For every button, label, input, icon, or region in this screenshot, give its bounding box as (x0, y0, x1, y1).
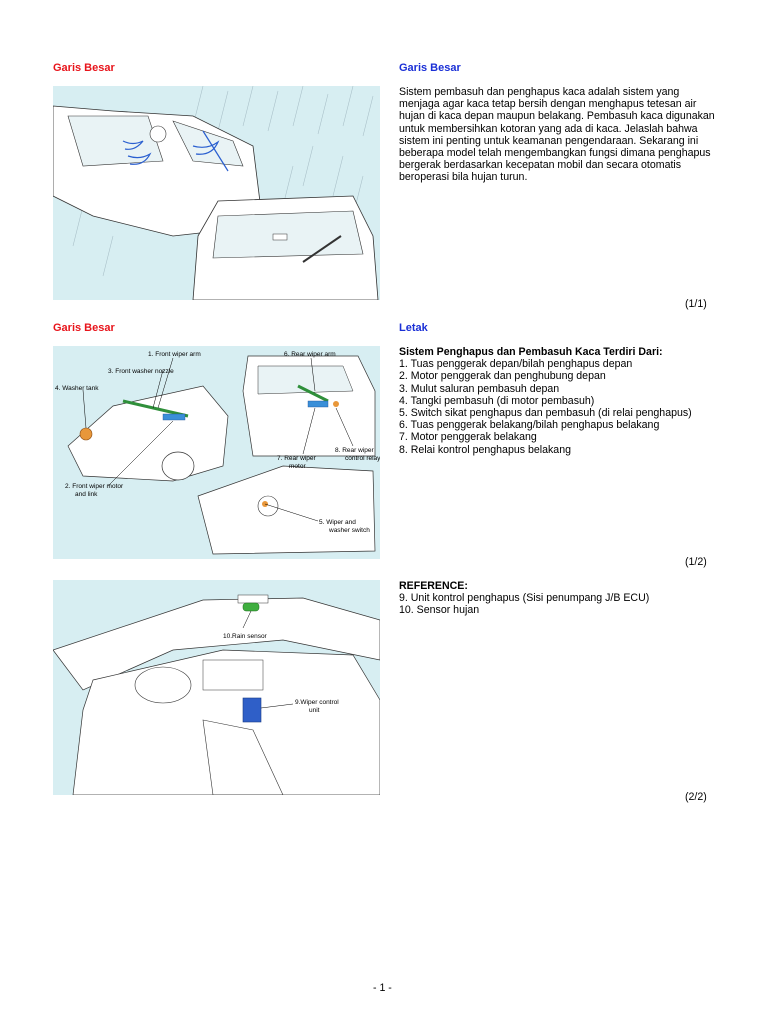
callout-wiper-washer-switch-line2: washer switch (329, 527, 370, 534)
section2-list-title: Sistem Penghapus dan Pembasuh Kaca Terdiri Dari: (399, 346, 663, 358)
list-item: 7. Motor penggerak belakang (399, 431, 537, 444)
list-item: 3. Mulut saluran pembasuh depan (399, 382, 560, 395)
page-number: - 1 - (373, 982, 392, 994)
list-item: 2. Motor penggerak dan penghubung depan (399, 370, 606, 383)
callout-rear-wiper-relay-line1: 8. Rear wiper (335, 447, 374, 454)
section3-reference-list (399, 580, 717, 617)
list-item: 8. Relai kontrol penghapus belakang (399, 443, 571, 456)
section2-left-heading: Garis Besar (53, 322, 115, 334)
callout-front-wiper-motor-line2: and link (75, 491, 98, 498)
section1-page-ref: (1/1) (685, 298, 707, 310)
section1-left-heading: Garis Besar (53, 62, 115, 74)
callout-rear-wiper-motor-line2: motor (289, 463, 306, 470)
callout-rain-sensor: 10.Rain sensor (223, 633, 267, 640)
callout-wiper-control-unit-line1: 9.Wiper control (295, 699, 339, 706)
figure-interior-rain-sensor (53, 580, 380, 795)
callout-wiper-washer-switch-line1: 5. Wiper and (319, 519, 356, 526)
section2-page-ref: (1/2) (685, 556, 707, 568)
list-item: 9. Unit kontrol penghapus (Sisi penumpang J/B ECU) (399, 592, 650, 605)
callout-front-wiper-motor-line1: 2. Front wiper motor (65, 483, 124, 490)
section1-right-heading: Garis Besar (399, 62, 461, 74)
section2-component-list (399, 346, 717, 456)
figure-car-rain-illustration (53, 86, 380, 300)
callout-front-washer-nozzle: 3. Front washer nozzle (108, 368, 174, 375)
callout-rear-wiper-relay-line2: control relay (345, 455, 380, 462)
callout-rear-wiper-arm: 6. Rear wiper arm (284, 351, 336, 358)
callout-washer-tank: 4. Washer tank (55, 385, 99, 392)
callout-wiper-control-unit-line2: unit (309, 707, 320, 714)
section2-right-heading: Letak (399, 322, 428, 334)
section3-list-title: REFERENCE: (399, 580, 468, 592)
section3-page-ref: (2/2) (685, 791, 707, 803)
list-item: 6. Tuas penggerak belakang/bilah penghapus belakang (399, 419, 660, 432)
figure-component-locations (53, 346, 380, 559)
callout-rear-wiper-motor-line1: 7. Rear wiper (277, 455, 316, 462)
list-item: 4. Tangki pembasuh (di motor pembasuh) (399, 394, 595, 407)
list-item: 10. Sensor hujan (399, 604, 480, 617)
list-item: 5. Switch sikat penghapus dan pembasuh (di relai penghapus) (399, 407, 692, 420)
list-item: 1. Tuas penggerak depan/bilah penghapus depan (399, 358, 633, 371)
callout-front-wiper-arm: 1. Front wiper arm (148, 351, 201, 358)
section1-paragraph: Sistem pembasuh dan penghapus kaca adalah sistem yang menjaga agar kaca tetap bersih dengan menghapus tetesan air hujan di kaca depan maupun belakang. Pembasuh kaca digunakan untuk membersihkan kotoran yang ada di kaca. Jelaslah bahwa sistem ini penting untuk keamanan pengendaraan. Sekarang ini beberapa model telah mengembangkan fungsi dimana penghapus bergerak berdasarkan kecepatan mobil dan secara otomatis beroperasi bila hujan turun. (399, 86, 715, 184)
